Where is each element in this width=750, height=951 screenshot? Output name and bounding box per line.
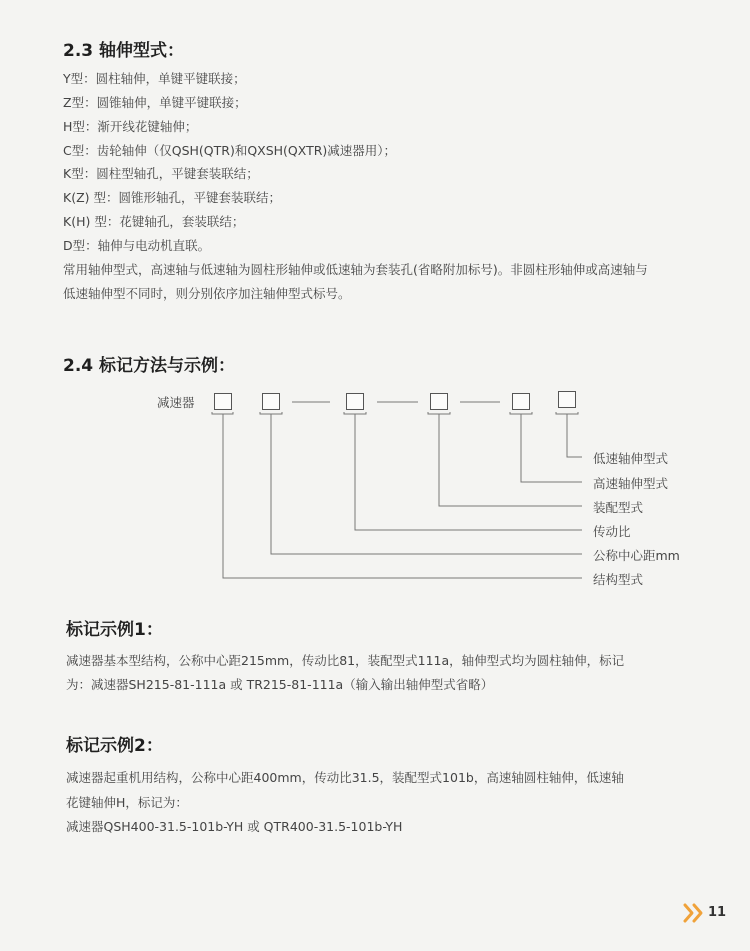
example-2-title: 标记示例2： [66, 736, 163, 756]
section-title-marking-method: 2.4 标记方法与示例： [63, 356, 236, 376]
leader-line [223, 414, 582, 578]
page-number: 11 [708, 905, 727, 920]
example-2-line: 减速器QSH400-31.5-101b-YH 或 QTR400-31.5-101b-YH [66, 819, 403, 834]
diagram-label: 公称中心距mm [593, 548, 680, 563]
shaft-type-line: H型：渐开线花键轴伸； [63, 119, 198, 134]
diagram-label: 装配型式 [593, 500, 644, 515]
leader-line [271, 414, 582, 554]
example-1-title: 标记示例1： [66, 620, 163, 640]
diagram-label: 结构型式 [593, 572, 644, 587]
shaft-type-line: D型：轴伸与电动机直联。 [63, 238, 211, 253]
example-2-line: 减速器起重机用结构，公称中心距400mm，传动比31.5，装配型式101b，高速轴圆柱轴伸，低速轴 [66, 770, 624, 785]
code-box-low-speed-shaft [558, 391, 576, 408]
shaft-type-line: K(Z) 型：圆锥形轴孔，平键套装联结； [63, 190, 281, 205]
code-box-center-distance [262, 393, 280, 410]
leader-line [439, 414, 582, 506]
leader-line [521, 414, 582, 482]
section-title-shaft-types: 2.3 轴伸型式： [63, 41, 185, 61]
chevron-b [694, 905, 701, 921]
double-chevron-icon [682, 902, 708, 924]
shaft-type-note: 低速轴伸型不同时，则分别依序加注轴伸型式标号。 [63, 286, 351, 301]
chevron-a [685, 905, 692, 921]
shaft-type-line: K(H) 型：花键轴孔，套装联结； [63, 214, 245, 229]
diagram-label: 传动比 [593, 524, 631, 539]
diagram-label: 低速轴伸型式 [593, 451, 669, 466]
shaft-type-note: 常用轴伸型式，高速轴与低速轴为圆柱形轴伸或低速轴为套装孔(省略附加标号)。非圆柱形轴伸或高速轴与 [63, 262, 648, 277]
diagram-label: 高速轴伸型式 [593, 476, 669, 491]
code-box-high-speed-shaft [512, 393, 530, 410]
leader-line [355, 414, 582, 530]
code-box-structure [214, 393, 232, 410]
diagram-prefix: 减速器 [157, 395, 195, 410]
example-2-line: 花键轴伸H，标记为： [66, 795, 188, 810]
shaft-type-line: Y型：圆柱轴伸，单键平键联接； [63, 71, 246, 86]
leader-line [567, 414, 582, 457]
example-1-line: 减速器基本型结构，公称中心距215mm，传动比81，装配型式111a，轴伸型式均为圆柱轴伸，标记 [66, 653, 625, 668]
code-box-assembly [430, 393, 448, 410]
shaft-type-line: C型：齿轮轴伸（仅QSH(QTR)和QXSH(QXTR)减速器用）； [63, 143, 397, 158]
example-1-line: 为：减速器SH215-81-111a 或 TR215-81-111a（输入输出轴伸型式省略） [66, 677, 494, 692]
code-box-ratio [346, 393, 364, 410]
shaft-type-line: K型：圆柱型轴孔，平键套装联结； [63, 166, 259, 181]
shaft-type-line: Z型：圆锥轴伸，单键平键联接； [63, 95, 247, 110]
